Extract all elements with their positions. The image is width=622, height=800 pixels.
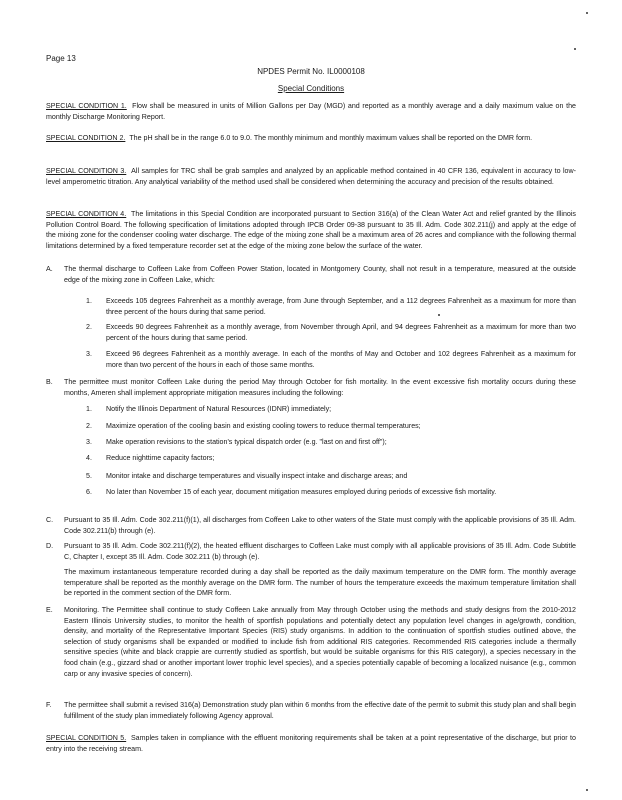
condition-d-text: Pursuant to 35 Ill. Adm. Code 302.211(f)(2), the heated effluent discharges to Coffeen Lake must comply with all applicable provisions of 35 Ill. Adm. Code Subtitle C, Chapter I, except 35 Ill. Adm. Code 302.211 (b) through (e).: [64, 542, 576, 561]
condition-a-item-number: 3.: [86, 350, 92, 358]
condition-d-label: D.: [46, 542, 54, 550]
special-condition-1: [46, 101, 576, 122]
condition-b-item-number: 6.: [86, 488, 92, 496]
condition-b-label: B.: [46, 378, 53, 386]
condition-a-item: Exceeds 105 degrees Fahrenheit as a monthly average, from June through September, and a 112 degrees Fahrenheit as a maximum for more than three percent of the hours during that same period.: [106, 297, 576, 316]
special-condition-4-text: The limitations in this Special Condition are incorporated pursuant to Section 316(a) of the Clean Water Act and relief granted by the Illinois Pollution Control Board. The following specification of limitations adopted through IPCB Order 09-38 pursuant to 35 Ill. Adm. Code 302.211(j) and apply at the edge of the mixing zone for the condenser cooling water discharge. The edge of the mixing zone shall be a maximum area of 26 acres and compliance with the following thermal limitations determined by a fixed temperature recorder set at the edge of the mixing zone below the surface of the water.: [46, 210, 576, 250]
condition-f-text: The permittee shall submit a revised 316(a) Demonstration study plan within 6 months from the effective date of the permit to submit this study plan and shall begin fulfillment of the study plan immediately following Agency approval.: [64, 701, 576, 720]
special-condition-2-text: The pH shall be in the range 6.0 to 9.0. The monthly minimum and monthly maximum values shall be reported on the DMR form.: [129, 134, 533, 142]
condition-b-item: Monitor intake and discharge temperatures and visually inspect intake and discharge areas; and: [106, 472, 408, 480]
special-condition-3-label: SPECIAL CONDITION 3.: [46, 167, 127, 175]
condition-e-text: Monitoring. The Permittee shall continue to study Coffeen Lake annually from May through October using the methods and study designs from the 2010-2012 Eastern Illinois University studies, to monitor the health of sportfish populations and potentially detect any population level changes in age/growth, condition, density, and mortality of the Representative Important Species (RIS) study organisms. In addition to the continuation of sportfish studies outlined above, the selection of study organisms shall be expanded or modified to include fish from additional RIS categories. Recommended RIS categories include a thermally sensitive species (white and black crappie are currently studied as sportfish, but would be suitable organisms for this RIS category), a species necessary in the food chain (e.g., gizzard shad or another important lower trophic level species), and a species potentially capable of becoming a localized nuisance (e.g., common carp or any invasive species of concern).: [64, 606, 576, 678]
condition-c-text: Pursuant to 35 Ill. Adm. Code 302.211(f)(1), all discharges from Coffeen Lake to other waters of the State must comply with the applicable provisions of 35 Ill. Adm. Code 302.211(b) through (e).: [64, 516, 576, 535]
special-condition-2-label: SPECIAL CONDITION 2.: [46, 134, 126, 142]
condition-b-text: The permittee must monitor Coffeen Lake during the period May through October for fish mortality. In the event excessive fish mortality occurs during these months, Ameren shall implement appropriate mitigation measures including the following:: [64, 378, 576, 397]
special-condition-3: [46, 166, 576, 187]
condition-a-item: Exceeds 90 degrees Fahrenheit as a monthly average, from November through April, and 94 degrees Fahrenheit as a maximum for more than two percent of the hours during that same period.: [106, 323, 576, 342]
special-condition-5-text: Samples taken in compliance with the effluent monitoring requirements shall be taken at a point representative of the discharge, but prior to entry into the receiving stream.: [46, 734, 576, 753]
condition-d-paragraph: The maximum instantaneous temperature recorded during a day shall be reported as the daily maximum temperature on the DMR form. The monthly average temperature shall be reported as the monthly average on the DMR form. The number of hours the temperature exceeds the maximum temperature limitation shall be reported in the comment section of the DMR form.: [64, 568, 576, 598]
special-condition-1-text: Flow shall be measured in units of Million Gallons per Day (MGD) and reported as a monthly average and a daily maximum value on the monthly Discharge Monitoring Report.: [46, 102, 576, 121]
condition-b-item: Reduce nighttime capacity factors;: [106, 454, 215, 462]
condition-a-item-number: 1.: [86, 297, 92, 305]
scan-speck: [574, 48, 576, 50]
condition-f-label: F.: [46, 701, 52, 709]
special-condition-5-label: SPECIAL CONDITION 5.: [46, 734, 127, 742]
special-condition-2: [46, 133, 576, 144]
permit-title: NPDES Permit No. IL0000108: [257, 67, 365, 76]
condition-b-item-number: 5.: [86, 472, 92, 480]
condition-b-item: Notify the Illinois Department of Natural Resources (IDNR) immediately;: [106, 405, 332, 413]
page-number: Page 13: [46, 54, 76, 63]
scan-speck: [586, 789, 588, 791]
condition-a-item-number: 2.: [86, 323, 92, 331]
condition-b-item: No later than November 15 of each year, document mitigation measures employed during periods of excessive fish mortality.: [106, 488, 497, 496]
condition-a-text: The thermal discharge to Coffeen Lake from Coffeen Power Station, located in Montgomery County, shall not result in a temperature, measured at the outside edge of the mixing zone in Coffeen Lake, which:: [64, 265, 576, 284]
scan-speck: [438, 314, 440, 316]
condition-a-label: A.: [46, 265, 53, 273]
condition-b-item: Make operation revisions to the station's typical dispatch order (e.g. "last on and first off");: [106, 438, 387, 446]
special-condition-5: [46, 733, 576, 754]
condition-a-item: Exceed 96 degrees Fahrenheit as a monthly average. In each of the months of May and October and 102 degrees Fahrenheit as a maximum for more than two percent of the hours in each of those same months.: [106, 350, 576, 369]
condition-b-item: Maximize operation of the cooling basin and existing cooling towers to reduce thermal temperatures;: [106, 422, 421, 430]
condition-c-label: C.: [46, 516, 54, 524]
special-condition-4-label: SPECIAL CONDITION 4.: [46, 210, 127, 218]
special-condition-1-label: SPECIAL CONDITION 1.: [46, 102, 127, 110]
condition-b-item-number: 3.: [86, 438, 92, 446]
scan-speck: [586, 12, 588, 14]
condition-b-item-number: 4.: [86, 454, 92, 462]
special-condition-4: [46, 209, 576, 251]
condition-b-item-number: 2.: [86, 422, 92, 430]
section-heading: Special Conditions: [277, 84, 345, 93]
condition-e-label: E.: [46, 606, 53, 614]
special-condition-3-text: All samples for TRC shall be grab samples and analyzed by an applicable method contained in 40 CFR 136, equivalent in accuracy to low-level amperometric titration. Any analytical variability of the method used shall be considered when determining the accuracy and precision of the results obtained.: [46, 167, 576, 186]
condition-b-item-number: 1.: [86, 405, 92, 413]
